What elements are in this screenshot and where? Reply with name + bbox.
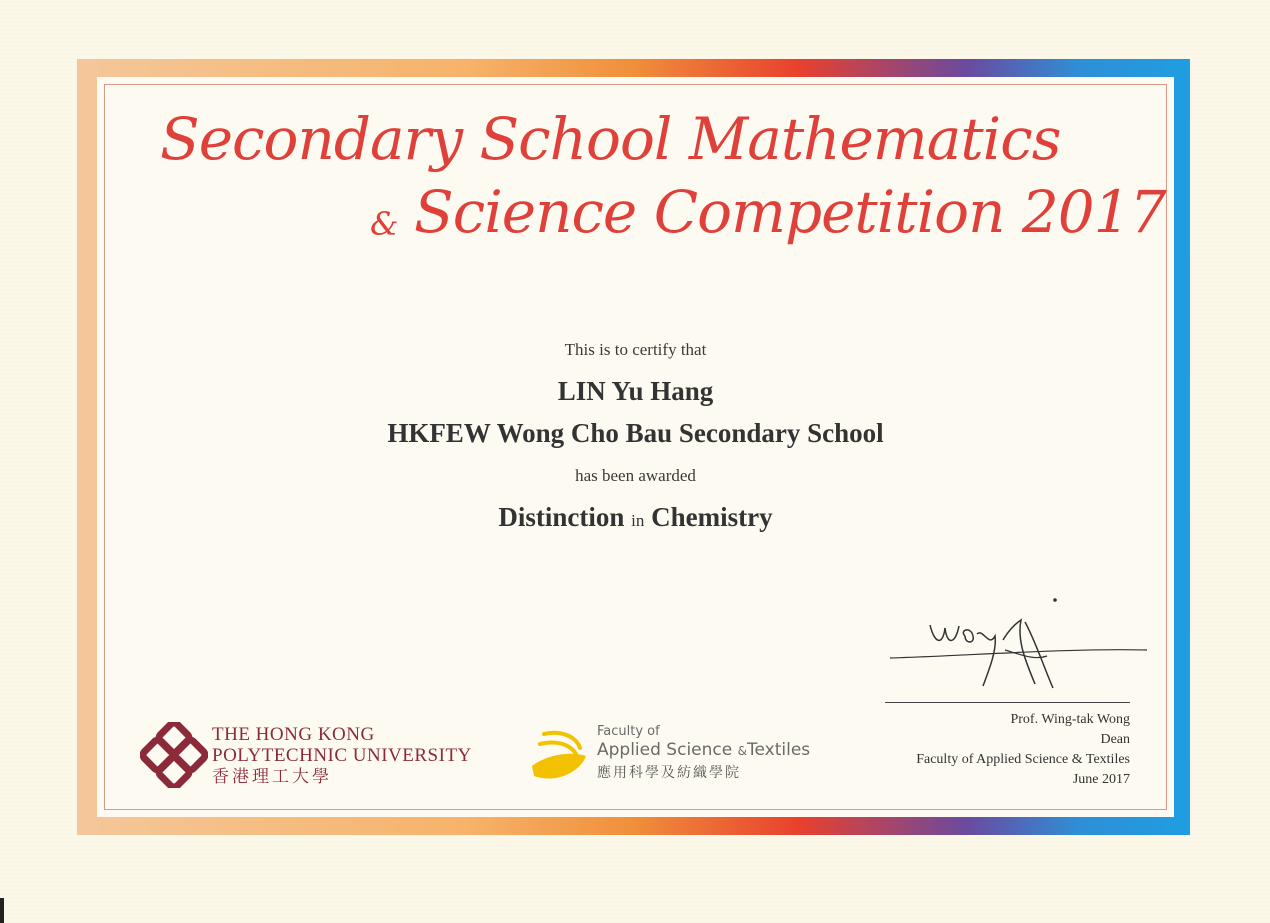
faculty-line-1: Faculty of <box>597 724 660 739</box>
title-ampersand: & <box>370 205 399 243</box>
award-line <box>97 502 1174 533</box>
faculty-line-2b: Textiles <box>746 740 811 760</box>
signature-line <box>885 702 1130 703</box>
certify-text: This is to certify that <box>564 340 707 359</box>
faculty-logo-icon <box>530 726 590 782</box>
award-subject: Chemistry <box>651 502 773 532</box>
recipient-name: LIN Yu Hang <box>557 376 714 406</box>
issue-date: June 2017 <box>1072 772 1130 787</box>
title-line-2: Science Competition 2017 <box>414 178 1166 246</box>
polyu-chinese-name: 香港理工大學 <box>212 767 332 786</box>
polyu-line-1: THE HONG KONG <box>212 724 375 745</box>
awarded-text: has been awarded <box>575 466 696 485</box>
faculty-line-2a: Applied Science <box>597 740 738 760</box>
signatory-faculty: Faculty of Applied Science & Textiles <box>916 752 1130 767</box>
signatory-title: Dean <box>1100 732 1130 747</box>
faculty-line-2 <box>597 740 810 760</box>
faculty-wordmark <box>597 724 810 782</box>
signature-icon <box>885 590 1150 695</box>
faculty-line-2-amp: & <box>737 744 747 758</box>
scan-edge-mark <box>0 898 4 923</box>
school-name: HKFEW Wong Cho Bau Secondary School <box>387 418 884 448</box>
polyu-wordmark <box>212 724 472 787</box>
award-in: in <box>631 511 645 530</box>
award-level: Distinction <box>498 502 625 532</box>
faculty-chinese-name: 應用科學及紡織學院 <box>597 765 741 781</box>
signatory-block <box>916 710 1130 790</box>
polyu-line-2: POLYTECHNIC UNIVERSITY <box>212 745 472 766</box>
signatory-name: Prof. Wing-tak Wong <box>1010 712 1130 727</box>
title-line-1: Secondary School Mathematics <box>160 105 1061 173</box>
polyu-logo-icon <box>140 722 208 788</box>
